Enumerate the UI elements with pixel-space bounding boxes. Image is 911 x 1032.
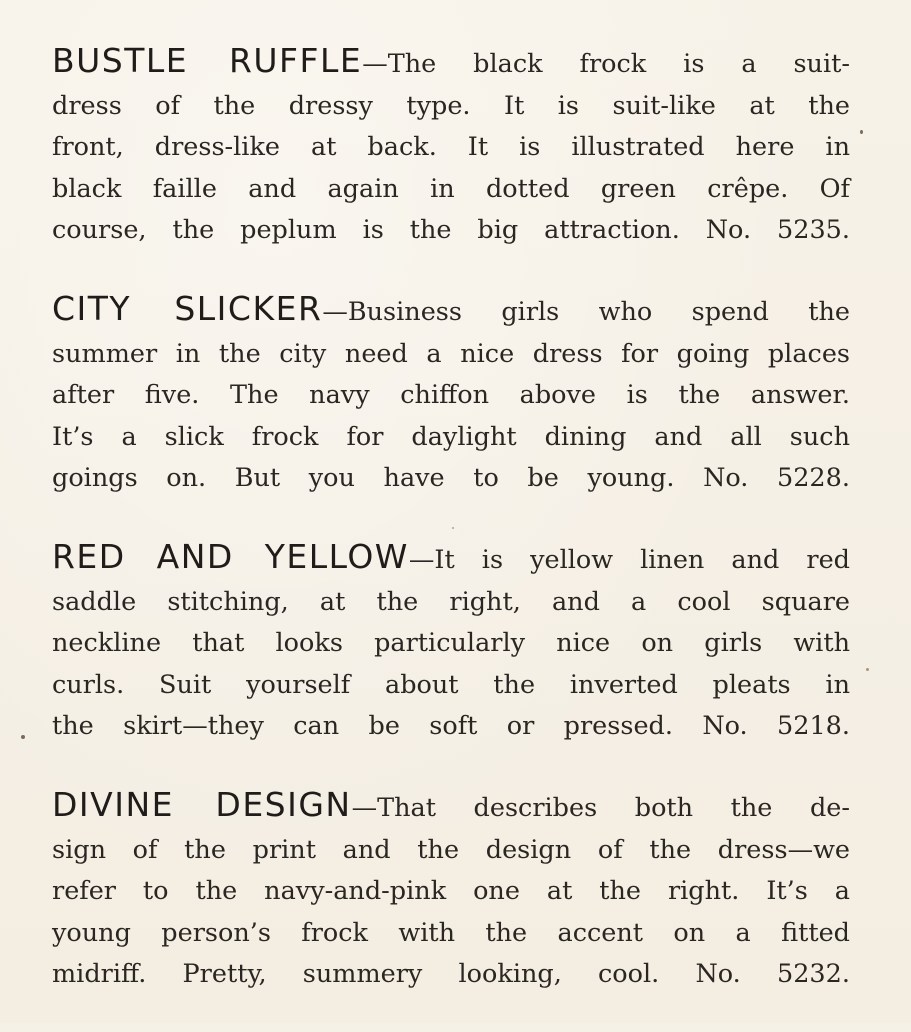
entry-city-slicker (52, 288, 850, 500)
entry-line: —Business girls who spend the (322, 296, 850, 327)
entry-first-line (52, 784, 850, 830)
paper-speck (21, 735, 25, 739)
entry-line: summer in the city need a nice dress for going places (52, 338, 850, 369)
entry-heading: DIVINE DESIGN (52, 784, 352, 824)
entry-line: —That describes both the de- (351, 792, 850, 823)
entry-line: goings on. But you have to be young. No. 5228. (52, 463, 850, 494)
paper-speck (452, 527, 454, 529)
entry-line: young person’s frock with the accent on a fitted (52, 917, 850, 948)
entry-first-line (52, 536, 850, 582)
entry-first-line (52, 288, 850, 334)
entry-line: the skirt—they can be soft or pressed. No. 5218. (52, 711, 850, 742)
text-column (52, 40, 850, 1032)
paper-speck (866, 668, 869, 671)
entry-line: midriff. Pretty, summery looking, cool. No. 5232. (52, 959, 850, 990)
entry-red-and-yellow (52, 536, 850, 748)
paper-speck (860, 130, 863, 134)
entry-line: curls. Suit yourself about the inverted pleats in (52, 669, 850, 700)
entry-line: after five. The navy chiffon above is the answer. (52, 380, 850, 411)
entry-line: refer to the navy-and-pink one at the right. It’s a (52, 876, 850, 907)
entry-line: saddle stitching, at the right, and a cool square (52, 586, 850, 617)
entry-line: dress of the dressy type. It is suit-like at the (52, 90, 850, 121)
entry-line: sign of the print and the design of the dress—we (52, 834, 850, 865)
entry-line: —It is yellow linen and red (408, 544, 850, 575)
entry-line: black faille and again in dotted green crêpe. Of (52, 173, 850, 204)
entry-line: It’s a slick frock for daylight dining and all such (52, 421, 850, 452)
entry-divine-design (52, 784, 850, 996)
entry-line: front, dress-like at back. It is illustrated here in (52, 132, 850, 163)
entry-bustle-ruffle (52, 40, 850, 252)
entry-heading: BUSTLE RUFFLE (52, 41, 363, 80)
entry-line: —The black frock is a suit- (362, 49, 851, 79)
entry-line: course, the peplum is the big attraction. No. 5235. (52, 215, 850, 246)
entry-heading: RED AND YELLOW (52, 536, 409, 576)
entry-first-line (52, 40, 850, 86)
entry-line: neckline that looks particularly nice on girls with (52, 628, 850, 659)
entry-heading: CITY SLICKER (52, 288, 323, 328)
